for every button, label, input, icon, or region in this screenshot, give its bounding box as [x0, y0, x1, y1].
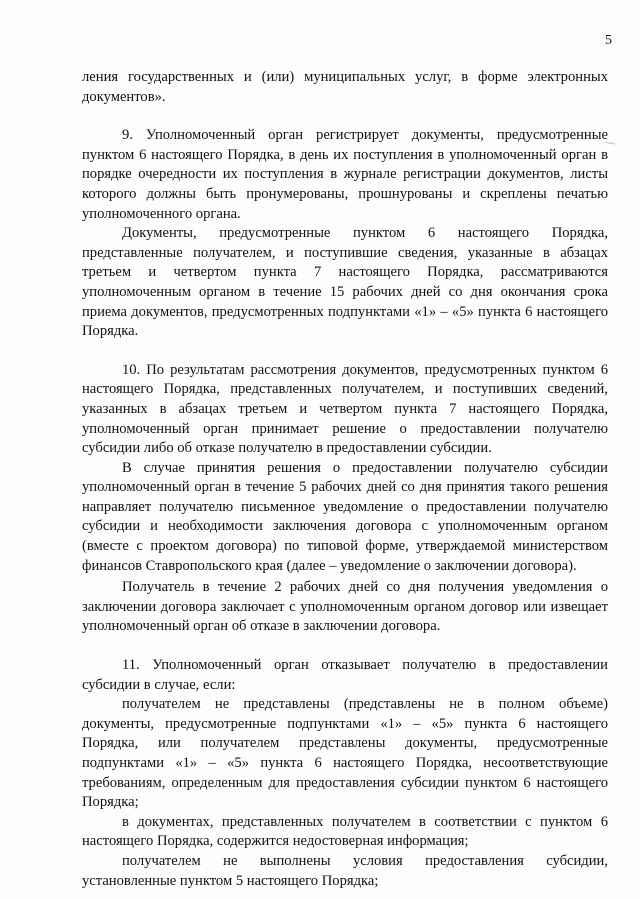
paragraph-item-11: 11. Уполномоченный орган отказывает получателю в предоставлении субсидии в случае, если:	[82, 657, 608, 693]
paragraph-item-11-case-1: получателем не представлены (представлены не в полном объеме) документы, предусмотренные подпунктами «1» – «5» пункта 6 настоящего Порядка, или получателем представлены документы, предусмотренные подпунктами «1» – «5» пункта 6 настоящего Порядка, несоответствующие требованиям, определенным для предоставления субсидии пунктом 6 настоящего Порядка;	[82, 696, 608, 811]
paragraph-gap	[82, 637, 608, 656]
paragraph-item-9: 9. Уполномоченный орган регистрирует документы, предусмотренные пунктом 6 настоящего Порядка, в день их поступления в уполномоченный орган в порядке очередности их поступления в журнале регистрации документов, листы которого должны быть пронумерованы, прошнурованы и скреплены печатью уполномоченного органа.	[82, 127, 608, 222]
paragraph-item-11-case-3: получателем не выполнены условия предоставления субсидии, установленные пунктом 5 настоящего Порядка;	[82, 852, 608, 889]
paragraph-item-10-decision: В случае принятия решения о предоставлении получателю субсидии уполномоченный орган в течение 5 рабочих дней со дня принятия такого решения направляет получателю письменное уведомление о предоставлении получателю субсидии и необходимости заключения договора с уполномоченным органом (вместе с проектом договора) по типовой форме, утверждаемой министерством финансов Ставропольского края (далее – уведомление о заключении договора).	[82, 459, 608, 574]
page-number: 5	[605, 33, 612, 48]
paragraph-gap	[82, 342, 608, 361]
document-body	[82, 68, 608, 891]
paragraph-continuation: ления государственных и (или) муниципальных услуг, в форме электронных документов».	[82, 69, 608, 105]
paragraph-item-10: 10. По результатам рассмотрения документов, предусмотренных пунктом 6 настоящего Порядка, представленных получателем, и поступивших сведений, указанных в абзацах третьем и четвертом пункта 7 настоящего Порядка, уполномоченный орган принимает решение о предоставлении получателю субсидии либо об отказе получателю в предоставлении субсидии.	[82, 361, 608, 457]
paragraph-item-10-recipient: Получатель в течение 2 рабочих дней со дня получения уведомления о заключении договора заключает с уполномоченным органом договор или извещает уполномоченный орган об отказе в заключении договора.	[82, 579, 608, 635]
paragraph-gap	[82, 107, 608, 126]
paragraph-item-9-documents: Документы, предусмотренные пунктом 6 настоящего Порядка, представленные получателем, и поступившие сведения, указанные в абзацах третьем и четвертом пункта 7 настоящего Порядка, рассматриваются уполномоченным органом в течение 15 рабочих дней со дня окончания срока приема документов, предусмотренных подпунктами «1» – «5» пункта 6 настоящего Порядка.	[82, 225, 608, 340]
scan-artifact: ~·~	[604, 137, 616, 149]
paragraph-item-11-case-2: в документах, представленных получателем в соответствии с пунктом 6 настоящего Порядка, содержится недостоверная информация;	[82, 813, 608, 850]
